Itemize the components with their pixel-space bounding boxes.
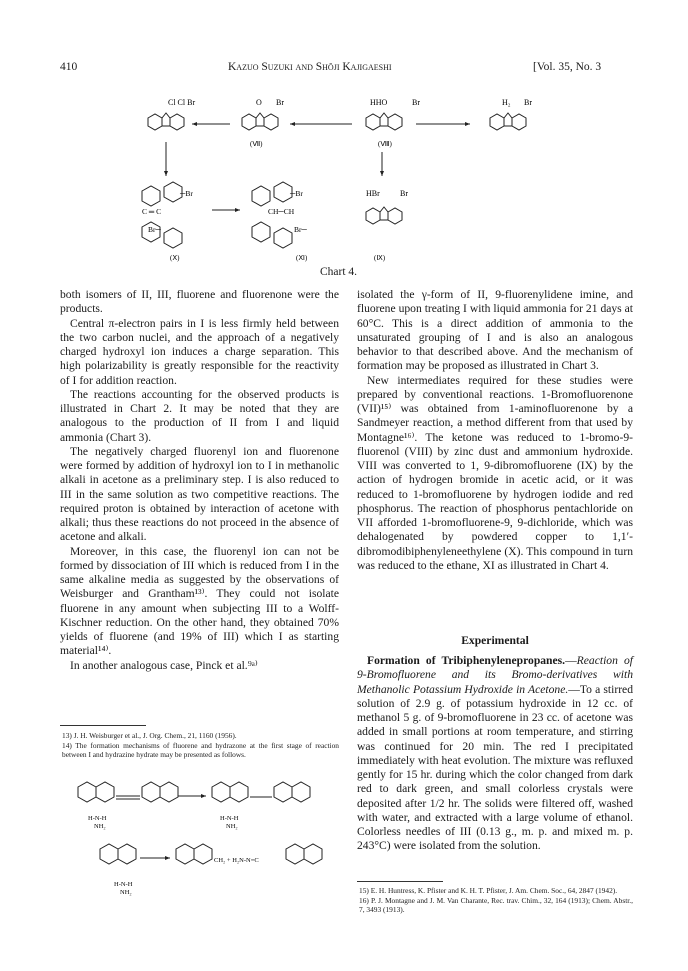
volume-info: [Vol. 35, No. 3 <box>533 61 602 73</box>
atom-label: HBr <box>366 189 380 198</box>
atom-label: CH─CH <box>268 207 295 216</box>
atom-label: ─Br <box>180 189 193 198</box>
atom-label: HHO <box>370 98 388 107</box>
atom-label: Br <box>412 98 420 107</box>
atom-label: Br <box>524 98 532 107</box>
experimental-italic-title: Reaction of 9-Bromofluorene and its Bromo-derivatives with Methanolic Potassium Hydroxide in Acetone. <box>357 654 634 696</box>
arrowhead <box>164 171 168 176</box>
atom-label: H-N-H <box>114 881 133 888</box>
atom-label: NH₂ <box>94 823 106 830</box>
compound-XI <box>252 182 308 262</box>
mechanism-scheme <box>60 776 340 901</box>
experimental-heading: Experimental <box>461 634 529 647</box>
atom-label: H₂ <box>502 98 511 107</box>
atom-label: ─Br <box>290 189 303 198</box>
compound-VII <box>242 98 284 148</box>
atom-label: Br─ <box>148 225 161 234</box>
atom-label: CH₂ + H₂N-N=C <box>214 857 259 864</box>
right-column-text <box>357 288 633 573</box>
paragraph: both isomers of II, III, fluorene and fluorenone were the products. <box>60 288 339 316</box>
arrowhead <box>290 122 295 126</box>
paragraph: The negatively charged fluorenyl ion and fluorenone were formed by addition of hydroxyl ion to I in methanolic alkali in acetone as a preliminary step. I is also reduced to III in the same solution as two competitive reactions. The required proton is obtained by interaction of acetone with alkali; thus these reactions do not proceed in the absence of acetone and alkali. <box>60 444 339 544</box>
footnote-rule <box>357 881 443 882</box>
paragraph: In another analogous case, Pinck et al.⁹ᵃ⁾ <box>70 658 258 672</box>
compound-label: (Ⅹ) <box>170 254 180 262</box>
footnote-15: 15) E. H. Huntress, K. Pfister and K. H. T. Pfister, J. Am. Chem. Soc., 64, 2847 (1942). <box>359 886 618 895</box>
arrowhead <box>192 122 197 126</box>
atom-label: H-N-H <box>220 815 239 822</box>
footnote-14: 14) The formation mechanisms of fluorene and hydrazone at the first stage of reaction between I and hydrazine hydrate may be presented as follows. <box>62 740 339 759</box>
chart-caption: Chart 4. <box>320 266 358 278</box>
paragraph: Central π-electron pairs in I is less firmly held between the two carbon nuclei, and the approach of a negatively charged hydroxyl ion induces a charge separation. This high polarizability is greatly responsible for the reactivity of I for addition reaction. <box>60 316 339 387</box>
right-footnotes <box>359 886 633 915</box>
running-authors: Kazuo Suzuki and Shōji Kajigaeshi <box>228 61 392 73</box>
left-footnotes <box>62 731 339 760</box>
atom-label: NH₂ <box>226 823 238 830</box>
atom-label: C ═ C <box>142 207 162 216</box>
compound-label: (Ⅶ) <box>250 140 263 148</box>
compound-dichloride <box>148 98 195 130</box>
compound-label: (Ⅷ) <box>378 140 392 148</box>
footnote-16: 16) P. J. Montagne and J. M. Van Charante, Rec. trav. Chim., 32, 164 (1913); Chem. Abstr., 7, 3493 (1913). <box>359 895 633 914</box>
atom-label: Br <box>276 98 284 107</box>
compound-VIII <box>366 98 420 148</box>
compound-X <box>142 182 193 262</box>
atom-label: O <box>256 98 262 107</box>
chart-4-scheme <box>130 92 580 270</box>
page-number: 410 <box>60 61 78 73</box>
compound-label: (Ⅸ) <box>374 254 386 262</box>
compound-bromofluorene <box>490 98 532 130</box>
paragraph: The reactions accounting for the observed products is illustrated in Chart 2. It may be noted that they are analogous to the production of II from I and liquid ammonia (Chart 3). <box>60 387 339 444</box>
compound-IX <box>366 189 408 262</box>
atom-label: Br <box>400 189 408 198</box>
experimental-subheading: Formation of Tribiphenylenepropanes. <box>367 654 566 667</box>
footnote-rule <box>60 725 146 726</box>
atom-label: NH₂ <box>120 889 132 896</box>
footnote-13: 13) J. H. Weisburger et al., J. Org. Chem., 21, 1160 (1956). <box>62 731 237 740</box>
arrowhead <box>380 171 384 176</box>
experimental-body: To a stirred solution of 2.9 g. of potassium hydroxide in 12 cc. of methanol 5 g. of 9-bromofluorene in 23 cc. of acetone was added in small portions at room temperature, and stirring was continued for 20 min. The red I precipitated immediately with heat evolution. The mixture was refluxed gently for 15 hr. during which the color changed from dark red to dark green, and small colorless crystals were deposited after 1/2 hr. The solids were filtered off, washed with water, and extracted with a large volume of ethanol. Colorless needles of III (0.13 g., m. p. and mixed m. p. 243°C) were isolated from the solution. <box>357 682 633 853</box>
arrowhead <box>235 208 240 212</box>
arrowhead <box>465 122 470 126</box>
atom-label: Cl Cl Br <box>168 98 196 107</box>
atom-label: H-N-H <box>88 815 107 822</box>
left-column-text <box>60 288 339 673</box>
paragraph: New intermediates required for these studies were prepared by conventional reactions. 1-Bromofluorenone (VII)¹⁵⁾ was obtained from 1-aminofluorenone by a Sandmeyer reaction, a method different from that used by Montagne¹⁶⁾. The ketone was reduced to 1-bromo-9-fluorenol (VIII) by zinc dust and ammonium hydroxide. VIII was converted to 1, 9-dibromofluorene (IX) by the action of hydrogen bromide in acetic acid, or it was reduced to 1-bromofluorene by hydrogen iodide and red phosphorus. The reaction of phosphorus pentachloride on VII afforded 1-bromofluorene-9, 9-dichloride, which was dehalogenated by powdered copper to 1,1′-dibromodibiphenyleneethylene (X). This compound in turn was reduced to the ethane, XI as illustrated in Chart 4. <box>357 373 633 572</box>
experimental-section: Formation of Tribiphenylenepropanes.—Reaction of 9-Bromofluorene and its Bromo-derivatives with Methanolic Potassium Hydroxide in Acetone.—To a stirred solution of 2.9 g. of potassium hydroxide in 12 cc. of methanol 5 g. of 9-bromofluorene in 23 cc. of acetone was added in small portions at room temperature, and stirring was continued for 20 min. The red I precipitated immediately with heat evolution. The mixture was refluxed gently for 15 hr. during which the color changed from dark red to dark green, and small colorless crystals were deposited after 1/2 hr. The solids were filtered off, washed with water, and extracted with a large volume of ethanol. Colorless needles of III (0.13 g., m. p. and mixed m. p. 243°C) were isolated from the solution. <box>357 654 634 853</box>
paragraph: Moreover, in this case, the fluorenyl ion can not be formed by dissociation of III which is reduced from I in the same alkaline media as suggested by the observations of Weisburger and Grantham¹³⁾. They could not isolate fluorene in any amount when subjecting III to a Wolff-Kischner reduction. On the other hand, they obtained 70% yields of fluorene (and 19% of III) which I as starting material¹⁴⁾. <box>60 544 339 658</box>
atom-label: Br─ <box>294 225 307 234</box>
compound-label: (Ⅺ) <box>296 254 308 262</box>
paragraph: isolated the γ-form of II, 9-fluorenylidene imine, and fluorene upon treating I with liquid ammonia for 21 days at 60°C. This is a direct addition of ammonia to the unsaturated grouping of I and is also an analogous behavior to that described above. And the mechanism of formation may be proposed as illustrated in Chart 3. <box>357 288 633 373</box>
